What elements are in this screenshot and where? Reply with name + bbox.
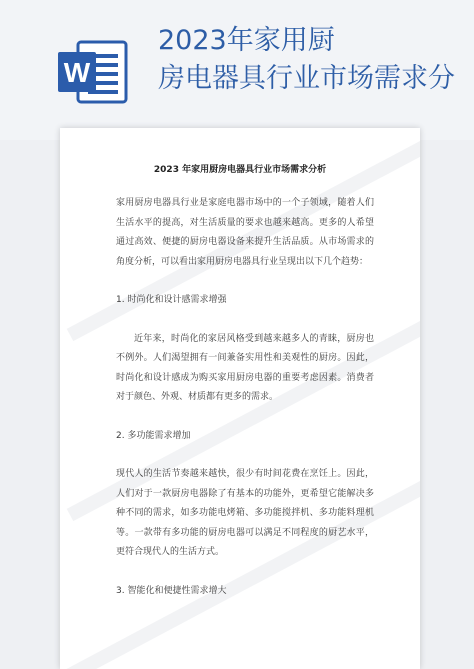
header-banner: [0, 0, 474, 140]
section-heading-2: 2. 多功能需求增加: [116, 430, 191, 441]
section-heading-1: 1. 时尚化和设计感需求增强: [116, 295, 227, 305]
document-banner-title: [158, 22, 474, 98]
paragraph-multifunction: 现代人的生活节奏越来越快，很少有时间花费在烹饪上。因此，人们对于一款厨房电器除了有基本的功能外，更希望它能解决多种不同的需求，如多功能电烤箱、多功能搅拌机、多功能料理机等。一款带有多功能的厨房电器可以满足不同程度的厨艺水平，更符合现代人的生活方式。: [116, 469, 374, 557]
banner-title-line-1: 2023年家用厨: [158, 25, 335, 56]
word-document-icon: [56, 38, 128, 106]
svg-text:W: W: [63, 57, 91, 88]
paragraph-fashion: 近年来，时尚化的家居风格受到越来越多人的青睐，厨房也不例外。人们渴望拥有一间兼备实用性和美观性的厨房。因此，时尚化和设计感成为购买家用厨房电器的重要考虑因素。消费者对于颜色、外观、材质都有更多的需求。: [116, 333, 374, 402]
page-title: 2023 年家用厨房电器具行业市场需求分析: [153, 165, 327, 175]
section-heading-3: 3. 智能化和便捷性需求增大: [116, 585, 227, 596]
document-page: [60, 128, 420, 669]
paragraph-intro: 家用厨房电器具行业是家庭电器市场中的一个子领域，随着人们生活水平的提高，对生活质量的要求也越来越高。更多的人希望通过高效、便捷的厨房电器设备来提升生活品质。从市场需求的角度分析，可以看出家用厨房电器具行业呈现出以下几个趋势：: [116, 198, 374, 267]
banner-title-line-2: 房电器具行业市场需求分: [158, 63, 455, 94]
document-body: [116, 194, 374, 620]
